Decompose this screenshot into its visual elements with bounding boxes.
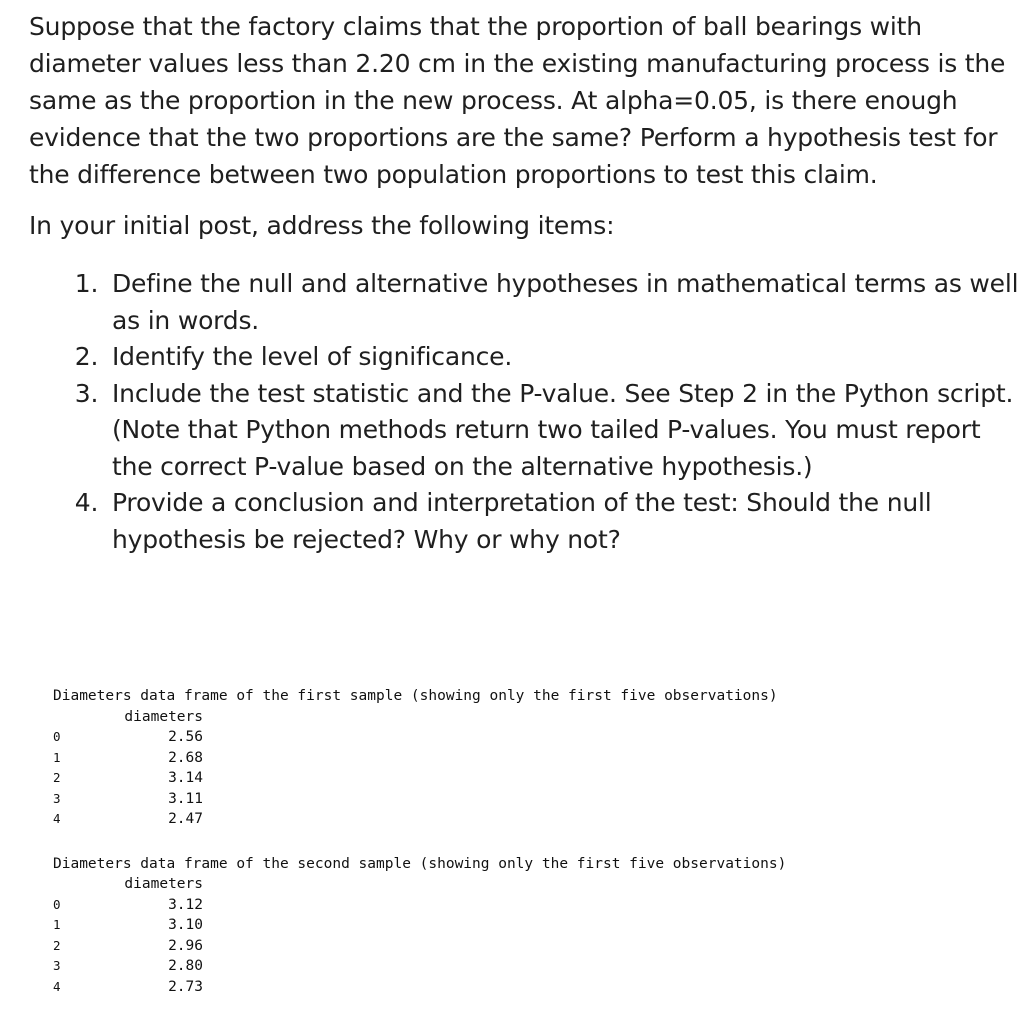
table-row xyxy=(53,748,203,769)
data-table xyxy=(53,707,203,830)
row-index: 4 xyxy=(53,811,61,826)
row-value: 2.68 xyxy=(168,749,203,766)
instruction-item-4: 4. Provide a conclusion and interpretation of the test: Should the null hypothesis be rejected? Why or why not? xyxy=(106,485,1019,558)
column-header: diameters xyxy=(124,876,203,892)
first-sample-frame xyxy=(53,686,786,830)
column-header: diameters xyxy=(124,708,203,725)
row-index: 3 xyxy=(53,958,61,973)
row-index: 2 xyxy=(53,770,61,785)
index-header xyxy=(53,874,83,895)
row-value: 2.56 xyxy=(168,729,203,745)
instruction-item-3: 3. Include the test statistic and the P-value. See Step 2 in the Python script. (Note that Python methods return two tailed P-values. You must report the correct P-value based on the alternative hypothesis.) xyxy=(106,376,1019,486)
row-value: 2.73 xyxy=(168,978,203,995)
table-row xyxy=(53,895,203,916)
row-index: 1 xyxy=(53,917,61,932)
problem-statement: Suppose that the factory claims that the proportion of ball bearings with diameter values less than 2.20 cm in the existing manufacturing process is the same as the proportion in the new process. At alpha=0.05, is there enough evidence that the two proportions are the same? Perform a hypothesis test for the difference between two population proportions to test this claim. xyxy=(29,12,1006,189)
row-index: 0 xyxy=(53,729,61,744)
row-value: 3.11 xyxy=(168,790,203,807)
frame-caption: Diameters data frame of the first sample (showing only the first five observations) xyxy=(53,688,778,704)
table-row xyxy=(53,936,203,957)
table-row xyxy=(53,727,203,748)
row-index: 1 xyxy=(53,749,61,765)
data-table xyxy=(53,874,203,997)
table-row xyxy=(53,809,203,830)
table-row xyxy=(53,956,203,977)
row-value: 3.10 xyxy=(168,917,203,933)
instruction-item-1: 1. Define the null and alternative hypotheses in mathematical terms as well as in words. xyxy=(106,266,1019,339)
instruction-item-2: 2. Identify the level of significance. xyxy=(106,339,1019,376)
row-value: 3.14 xyxy=(168,770,203,786)
table-row xyxy=(53,915,203,936)
row-value: 2.47 xyxy=(168,811,203,827)
row-value: 2.80 xyxy=(168,958,203,974)
row-value: 3.12 xyxy=(168,896,203,913)
row-index: 0 xyxy=(53,896,61,912)
instructions-intro: In your initial post, address the following items: xyxy=(29,211,615,240)
row-index: 3 xyxy=(53,790,61,806)
frame-caption: Diameters data frame of the second sample (showing only the first five observations) xyxy=(53,855,787,872)
row-value: 2.96 xyxy=(168,937,203,954)
row-index: 4 xyxy=(53,978,61,994)
index-header xyxy=(53,707,83,728)
row-index: 2 xyxy=(53,937,61,953)
data-frames-output xyxy=(53,686,786,997)
assignment-document xyxy=(29,8,1019,558)
table-row xyxy=(53,977,203,998)
table-row xyxy=(53,789,203,810)
second-sample-frame xyxy=(53,854,786,998)
instruction-list xyxy=(29,266,1019,558)
table-row xyxy=(53,768,203,789)
